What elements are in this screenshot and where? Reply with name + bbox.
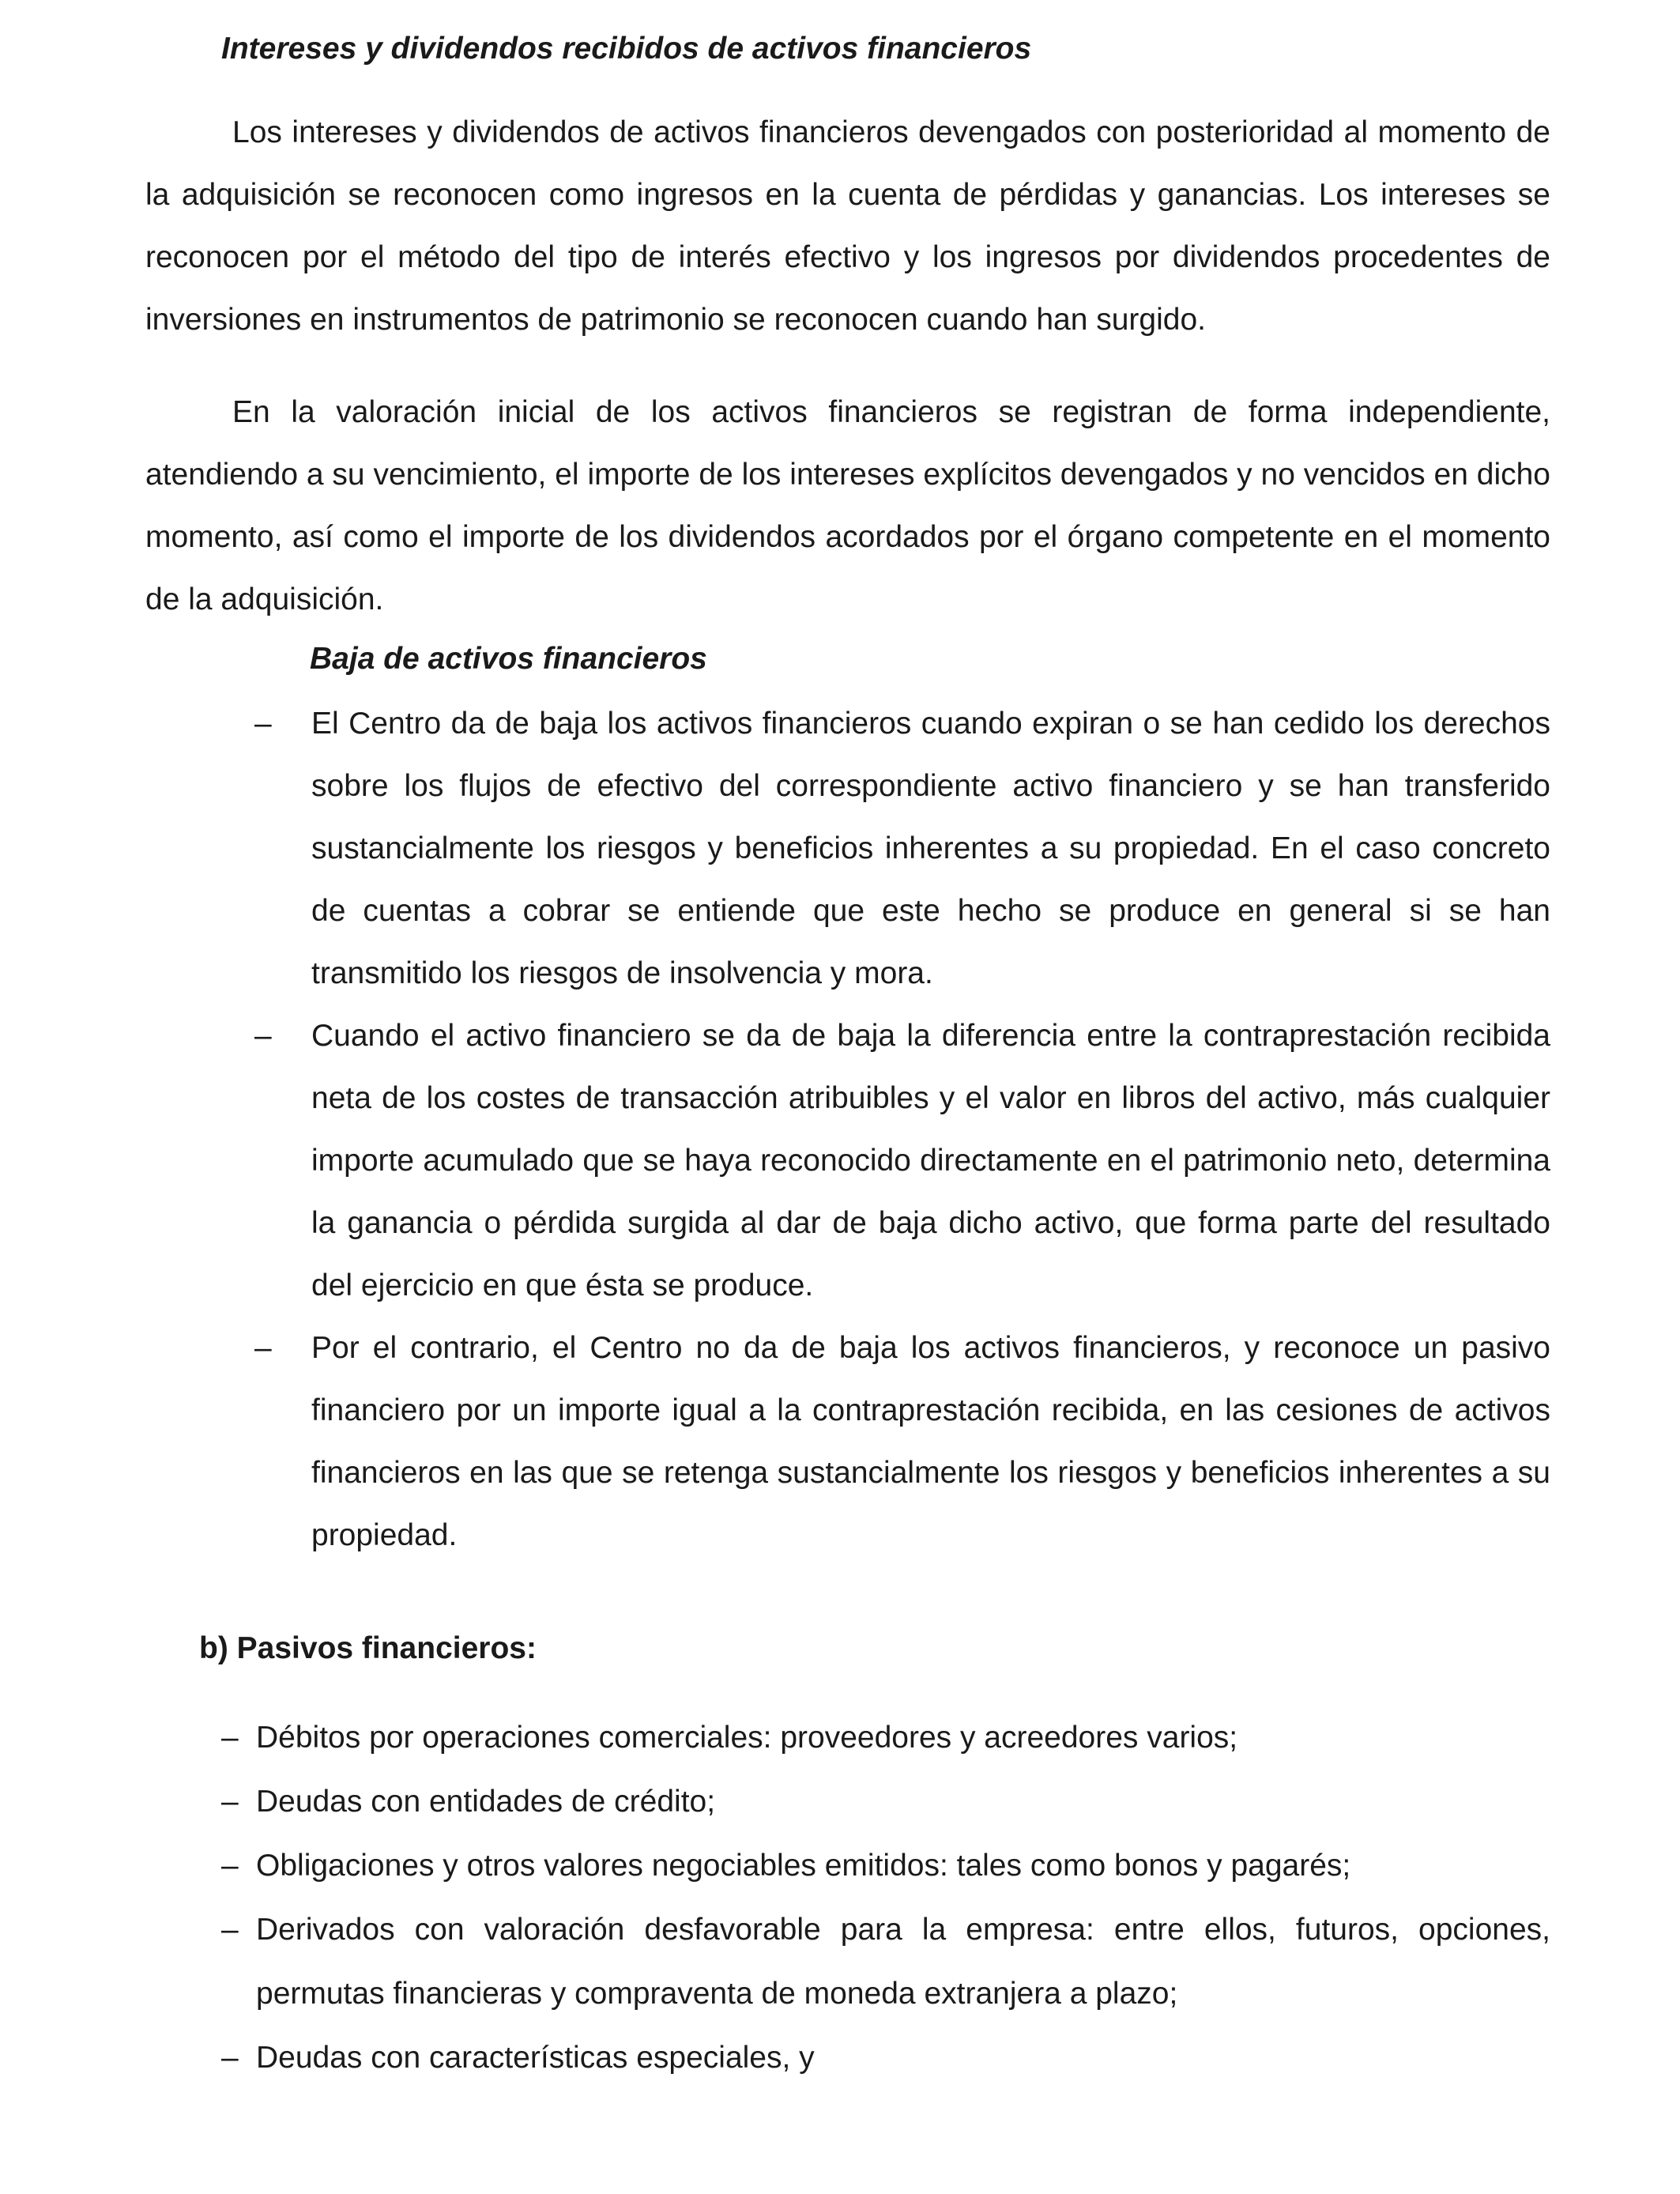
list-item [145, 1834, 1550, 1898]
list-item [145, 1005, 1550, 1317]
list-item [145, 2026, 1550, 2090]
liabilities-list-block [145, 1706, 1550, 2090]
list-item [145, 1706, 1550, 1770]
derecognition-list-block [145, 692, 1550, 1566]
list-item [145, 1317, 1550, 1566]
liabilities-list [145, 1706, 1550, 2090]
dash-bullet: – [221, 1785, 239, 1819]
list-item [145, 1770, 1550, 1834]
income-heading: Intereses y dividendos recibidos de activos financieros [221, 32, 1032, 66]
list-item-text: Deudas con características especiales, y [256, 2041, 815, 2075]
dash-bullet: – [254, 1331, 272, 1365]
dash-bullet: – [254, 1019, 272, 1053]
income-heading-block [221, 28, 1486, 70]
list-item-text: Por el contrario, el Centro no da de baja los activos financieros, y reconoce un pasivo financiero por un importe igual a la contraprestación recibida, en las cesiones de activos financieros en las que se retenga sustancialmente los riesgos y beneficios inherentes a su propiedad. [311, 1331, 1550, 1552]
paragraph-block-2 [145, 381, 1550, 631]
paragraph-interest-recognition: Los intereses y dividendos de activos financieros devengados con posterioridad al momento de la adquisición se reconocen como ingresos en la cuenta de pérdidas y ganancias. Los intereses se reconocen por el método del tipo de interés efectivo y los ingresos por dividendos procedentes de inversiones en instrumentos de patrimonio se reconocen cuando han surgido. [145, 115, 1550, 337]
derecognition-heading-block [310, 639, 1416, 680]
section-b-title-block [199, 1628, 1147, 1669]
paragraph-block-1 [145, 101, 1550, 351]
derecognition-list [145, 692, 1550, 1566]
paragraph-initial-valuation: En la valoración inicial de los activos financieros se registran de forma independiente, atendiendo a su vencimiento, el importe de los intereses explícitos devengados y no vencidos en dicho momento, así como el importe de los dividendos acordados por el órgano competente en el momento de la adquisición. [145, 395, 1550, 616]
list-item-text: Derivados con valoración desfavorable para la empresa: entre ellos, futuros, opciones, permutas financieras y compraventa de moneda extranjera a plazo; [256, 1913, 1550, 2011]
list-item-text: Obligaciones y otros valores negociables emitidos: tales como bonos y pagarés; [256, 1849, 1351, 1883]
dash-bullet: – [221, 1721, 239, 1755]
derecognition-heading: Baja de activos financieros [310, 642, 707, 676]
dash-bullet: – [221, 2041, 239, 2075]
dash-bullet: – [254, 707, 272, 741]
list-item-text: Deudas con entidades de crédito; [256, 1785, 716, 1819]
section-b-title: b) Pasivos financieros: [199, 1631, 537, 1665]
dash-bullet: – [221, 1913, 239, 1947]
list-item-text: El Centro da de baja los activos financieros cuando expiran o se han cedido los derechos sobre los flujos de efectivo del correspondiente activo financiero y se han transferido sustancialmente los riesgos y beneficios inherentes a su propiedad. En el caso concreto de cuentas a cobrar se entiende que este hecho se produce en general si se han transmitido los riesgos de insolvencia y mora. [311, 707, 1550, 990]
dash-bullet: – [221, 1849, 239, 1883]
list-item [145, 692, 1550, 1005]
list-item [145, 1898, 1550, 2026]
list-item-text: Cuando el activo financiero se da de baja la diferencia entre la contraprestación recibida neta de los costes de transacción atribuibles y el valor en libros del activo, más cualquier importe acumulado que se haya reconocido directamente en el patrimonio neto, determina la ganancia o pérdida surgida al dar de baja dicho activo, que forma parte del resultado del ejercicio en que ésta se produce. [311, 1019, 1550, 1302]
list-item-text: Débitos por operaciones comerciales: proveedores y acreedores varios; [256, 1721, 1238, 1755]
